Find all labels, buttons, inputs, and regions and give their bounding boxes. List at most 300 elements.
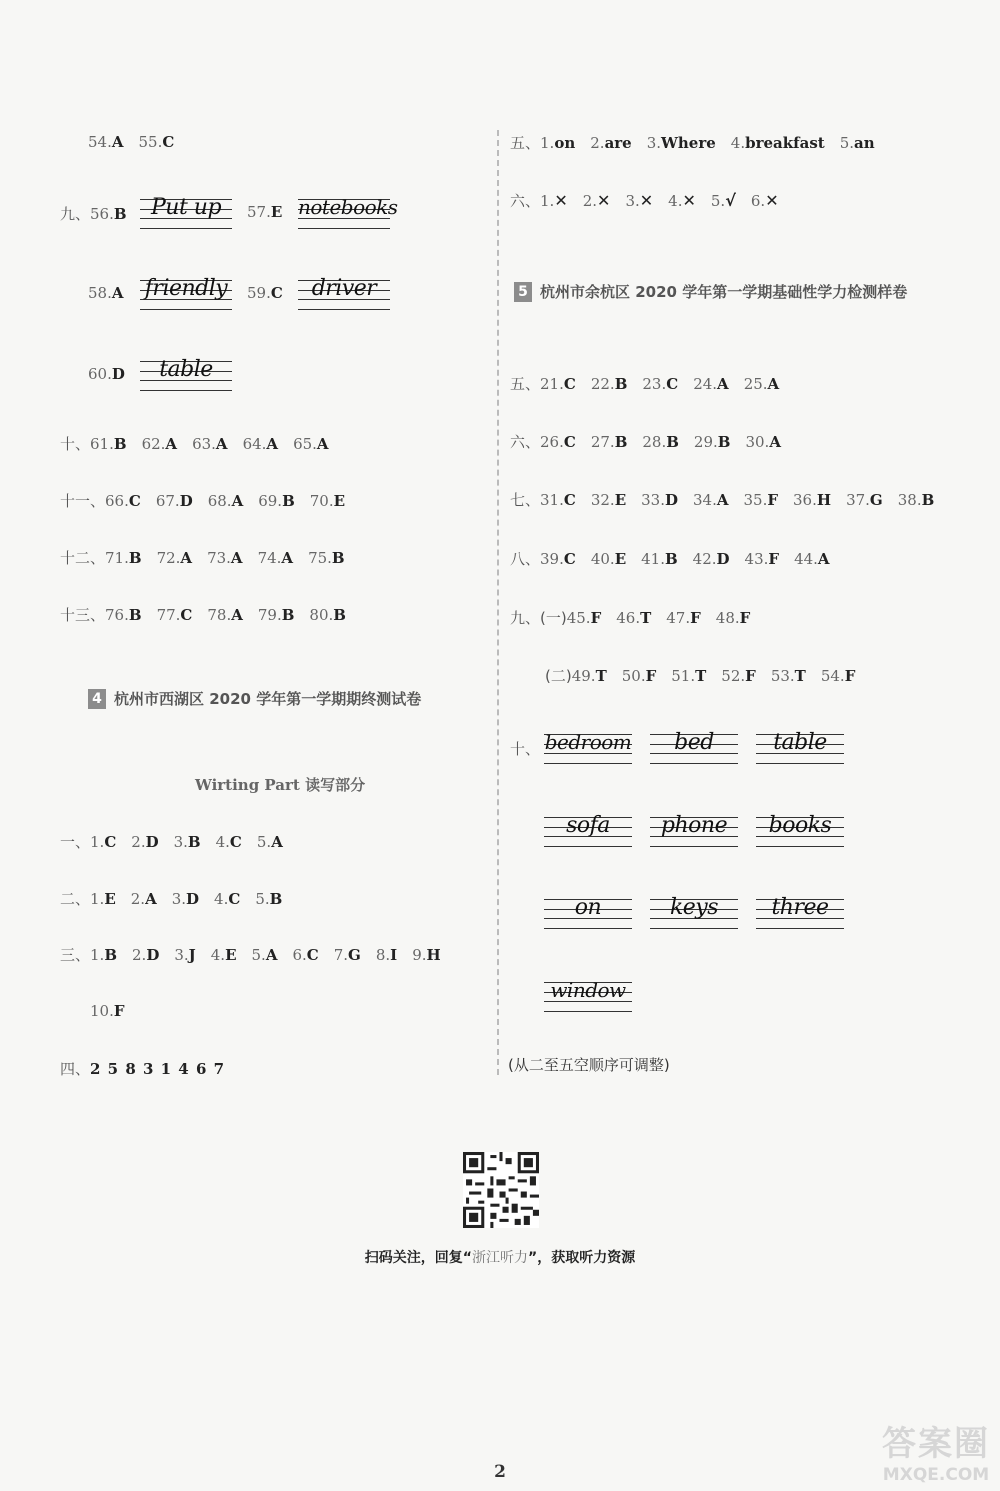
answer-item [751,191,779,210]
question-number: 5. [256,833,272,851]
question-number: 4. [730,134,746,152]
handwriting-box [756,728,844,766]
answer-item [647,134,716,152]
answer: H [816,491,832,509]
answer-item [745,550,780,568]
question-number: 2. [582,192,598,210]
handwritten-word: table [773,730,827,755]
section-label: 五、 [510,134,541,152]
answer: A [767,375,780,393]
answer-item [252,946,278,964]
answer-row [90,1002,125,1020]
handwritten-word: window [550,978,626,1002]
question-number: 46. [616,609,641,627]
question-number: 76. [105,606,129,624]
answer-item [207,606,243,624]
answer: J [188,946,196,964]
question-number: 79. [257,606,282,624]
question-number: 67. [155,492,180,510]
question-number: 37. [846,491,870,509]
answer-item [572,667,607,685]
answer: B [614,375,628,393]
question-number: 50. [621,667,646,685]
question-number: 49. [571,667,596,685]
handwriting-box [650,811,738,849]
question-number: 64. [242,435,267,453]
handwriting-box [650,893,738,931]
answer-row-59 [247,284,298,302]
answer-row [510,548,830,569]
question-number: 63. [192,435,216,453]
question-number: 32. [590,491,615,509]
watermark [882,1416,990,1485]
answer: A [111,284,124,302]
answer: C [162,133,175,151]
answer: T [695,667,707,685]
answer-item [666,609,701,627]
answer-item [591,491,626,509]
section-title-text: 杭州市西湖区 2020 学年第一学期期终测试卷 [114,690,422,708]
question-number: 38. [897,491,922,509]
question-number: 36. [793,491,817,509]
answer: D [664,491,678,509]
answer-row [510,607,750,628]
question-number: 60. [88,365,112,383]
handwriting-box [140,274,232,312]
question-number: 3. [171,890,187,908]
answer-row [60,547,345,568]
section-label: 十一、 [60,492,106,510]
section-label: 九、 [60,205,91,223]
answer-row [60,888,282,909]
answer: ✕ [639,191,654,210]
answer: C [270,284,283,302]
answer-item [216,833,242,851]
answer: A [215,435,228,453]
answer: G [348,946,361,964]
answer: A [231,492,244,510]
question-number: 51. [671,667,696,685]
answer: E [225,946,237,964]
answer-item [105,492,141,510]
handwriting-box [298,274,390,312]
handwritten-word: on [574,895,602,920]
question-number: 1. [90,890,105,908]
question-number: 35. [743,491,768,509]
answer: E [333,492,346,510]
question-number: 30. [745,433,770,451]
answer-item [591,375,628,393]
question-number: 25. [743,375,768,393]
watermark-logo-text: 答案圈 [882,1424,990,1464]
answer: T [640,609,652,627]
question-number: 72. [156,549,181,567]
answer: E [270,203,283,221]
section-title-4 [88,688,421,709]
answer: F [844,667,856,685]
question-number: 3. [173,833,188,851]
answer-row [60,490,345,511]
handwriting-box [544,976,632,1014]
answer: H [426,946,441,964]
question-number: 10. [90,1002,114,1020]
answer: A [769,433,781,451]
answer-item [90,833,116,851]
answer-item [711,191,736,210]
answer-item [257,833,283,851]
answer: B [282,492,295,510]
question-number: 1. [90,946,105,964]
answer-item [716,609,751,627]
answer: D [111,365,125,383]
question-number: 9. [412,946,427,964]
answer: an [854,134,875,152]
page-number: 2 [494,1462,506,1482]
question-number: 55. [138,133,163,151]
section-label: 三、 [60,946,91,964]
question-number: 4. [210,946,226,964]
question-number: 26. [540,433,564,451]
answer: A [231,606,243,624]
question-number: 39. [540,550,564,568]
answer: C [666,375,679,393]
question-number: 57. [247,203,271,221]
question-number: 73. [207,549,231,567]
answer: ✕ [765,191,779,210]
answer: F [767,491,779,509]
question-number: 59. [247,284,271,302]
answer-item [591,433,628,451]
answer-item [243,435,279,453]
answer-item [540,191,568,210]
answer: F [768,550,780,568]
answer-row-9 [60,203,142,224]
answer: B [666,433,679,451]
question-number: 1. [90,833,105,851]
answer: C [306,946,319,964]
answer-item [258,492,295,510]
question-number: 22. [590,375,615,393]
question-number: 53. [770,667,795,685]
answer: A [266,435,279,453]
answer: B [921,491,935,509]
answer: E [614,491,627,509]
answer-row [545,665,855,686]
question-number: 58. [88,284,112,302]
question-number: 7. [333,946,349,964]
section-label: 八、 [510,550,541,568]
answer: A [165,435,178,453]
caption-text: ”，获取听力资源 [528,1250,636,1266]
question-number: 65. [293,435,317,453]
question-number: 4. [215,833,230,851]
handwriting-box [298,193,398,231]
answer: √ [725,191,736,210]
answer-item [744,375,780,393]
answer-row [60,831,283,852]
question-number: 2. [130,890,146,908]
answer-item [540,550,576,568]
answer-item [412,946,441,964]
question-number: 2. [132,946,147,964]
question-number: 3. [174,946,189,964]
question-number: 77. [156,606,181,624]
handwriting-box [544,893,632,931]
handwritten-word: sofa [566,813,610,838]
answer: A [316,435,329,453]
answer: D [716,550,730,568]
section-title-text: 杭州市余杭区 2020 学年第一学期基础性学力检测样卷 [540,283,908,301]
answer: F [690,609,701,627]
answer: E [104,890,116,908]
handwritten-word: books [768,813,832,838]
section-label: 九、(一) [510,609,567,627]
question-number: 47. [666,609,691,627]
question-number: 23. [642,375,667,393]
question-number: 48. [715,609,740,627]
answer-item [671,667,706,685]
question-number: 66. [105,492,129,510]
answer-row [510,489,934,510]
answer: B [128,606,142,624]
answer-item [641,550,678,568]
handwritten-word: three [771,895,829,920]
answer-sequence: 2 5 8 3 1 4 6 7 [90,1060,226,1078]
answer-item [157,606,193,624]
answer-item [334,946,361,964]
question-number: 42. [692,550,717,568]
question-number: 2. [131,833,146,851]
handwritten-word: table [159,357,213,382]
answer: B [614,433,628,451]
answer: B [664,550,678,568]
answer: B [331,549,345,567]
section-subtitle: Wirting Part 读写部分 [195,776,366,794]
answer-item [625,191,653,210]
answer: ✕ [682,191,696,210]
answer-item [846,491,883,509]
answer-item [132,946,159,964]
question-number: 75. [308,549,332,567]
question-number: 78. [207,606,232,624]
answer: B [333,606,346,624]
answer-item [642,375,678,393]
handwriting-box [140,355,232,393]
section-label: 二、 [60,890,91,908]
answer-row [60,433,329,454]
question-number: 71. [105,549,129,567]
question-number: 3. [646,134,662,152]
answer-item [793,491,831,509]
answer: A [271,833,283,851]
answer-item [744,491,779,509]
answer: C [229,833,242,851]
answer-row-9b [247,203,297,221]
answer: F [645,667,657,685]
answer-item [90,1002,125,1020]
answer-item [731,134,825,152]
answer-row-4 [60,1058,225,1079]
answer: T [794,667,806,685]
answer: F [590,609,602,627]
answer: D [145,833,159,851]
section-label: 十三、 [60,606,106,624]
question-number: 1. [540,134,555,152]
question-number: 3. [625,192,640,210]
question-number: 8. [375,946,391,964]
section-label: 五、 [510,375,541,393]
question-number: 4. [214,890,229,908]
answer-item [258,606,295,624]
answer: G [869,491,883,509]
answer: C [563,491,576,509]
answer-item [292,946,318,964]
handwritten-word: bedroom [544,730,632,754]
answer-item [694,433,731,451]
answer-item [567,609,602,627]
answer-item [771,667,806,685]
answer: B [281,606,295,624]
answer: C [228,890,241,908]
question-number: 40. [590,550,615,568]
answer-row [510,132,875,153]
answer-row [510,373,779,394]
question-number: 54. [88,133,112,151]
answer: A [717,375,729,393]
answer-item [293,435,329,453]
answer: C [563,375,576,393]
answer: B [187,833,201,851]
answer-item [309,606,346,624]
answer: F [745,667,756,685]
answer: B [113,435,127,453]
answer: C [128,492,141,510]
answer-item [693,491,729,509]
answer-item [583,191,611,210]
section-title-5 [514,281,907,302]
answer-item [693,375,729,393]
answer-item [258,549,294,567]
question-number: 54. [820,667,845,685]
answer: B [717,433,731,451]
answer-row [60,944,441,965]
answer-item [590,134,631,152]
answer-row-10 [510,738,540,759]
answer-item [156,492,193,510]
question-number: 29. [693,433,718,451]
section-label: 一、 [60,833,91,851]
question-number: 6. [292,946,307,964]
answer: A [111,133,124,151]
handwritten-word: bed [674,730,714,755]
answer: ✕ [597,191,611,210]
question-number: 5. [255,890,270,908]
answer: D [146,946,160,964]
answer-item [721,667,756,685]
watermark-site-text: MXQE.COM [882,1465,990,1485]
section-label: 十二、 [60,549,106,567]
question-number: 56. [90,205,114,223]
answer: A [180,549,193,567]
question-number: 24. [693,375,718,393]
handwritten-word: phone [660,813,728,838]
answer-row [510,431,781,452]
answer: C [104,833,117,851]
answer: on [554,134,576,152]
answer-item [540,375,576,393]
handwritten-word: Put up [150,195,222,220]
section-label: 十、 [60,435,91,453]
handwriting-box [544,728,632,766]
answer: T [595,667,607,685]
answer-row [88,133,174,151]
answer-item [693,550,730,568]
answer: E [614,550,627,568]
answer: A [281,549,294,567]
answer-item [668,191,696,210]
question-number: 41. [641,550,665,568]
question-number: 70. [309,492,334,510]
question-number: 5. [839,134,855,152]
answer-item [131,833,158,851]
question-number: 33. [641,491,665,509]
section-badge: 5 [514,282,532,302]
handwritten-word: friendly [144,276,228,301]
answer-item [821,667,856,685]
question-number: 68. [207,492,232,510]
question-number: 27. [590,433,615,451]
answer: A [817,550,830,568]
answer-item [641,491,678,509]
section-label: (二) [545,667,572,685]
answer-item [174,833,201,851]
answer-item [90,435,127,453]
answer-item [622,667,657,685]
answer: are [604,134,632,152]
caption-highlight: 浙江听力 [472,1250,528,1266]
answer: F [739,609,751,627]
handwritten-word: keys [669,895,719,920]
section-label: 六、 [510,192,541,210]
answer: ✕ [554,191,568,210]
section-label: 四、 [60,1060,91,1078]
answer-row [60,604,346,625]
answer-item [745,433,781,451]
answer: Where [661,134,716,152]
answer: A [716,491,729,509]
answer-item [214,890,240,908]
answer: F [113,1002,125,1020]
answer-item [376,946,397,964]
handwriting-box [544,811,632,849]
answer-item [172,890,199,908]
answer: B [269,890,283,908]
question-number: 5. [251,946,266,964]
answer-row-60 [88,365,140,383]
answer-item [591,550,626,568]
qr-code-icon [463,1152,539,1228]
question-number: 61. [90,435,114,453]
answer-item [207,549,243,567]
question-number: 74. [257,549,282,567]
answer-item [540,433,576,451]
answer: A [230,549,243,567]
answer-item [142,435,178,453]
question-number: 45. [566,609,591,627]
answer-item [192,435,228,453]
answer-item [90,890,116,908]
question-number: 43. [744,550,769,568]
